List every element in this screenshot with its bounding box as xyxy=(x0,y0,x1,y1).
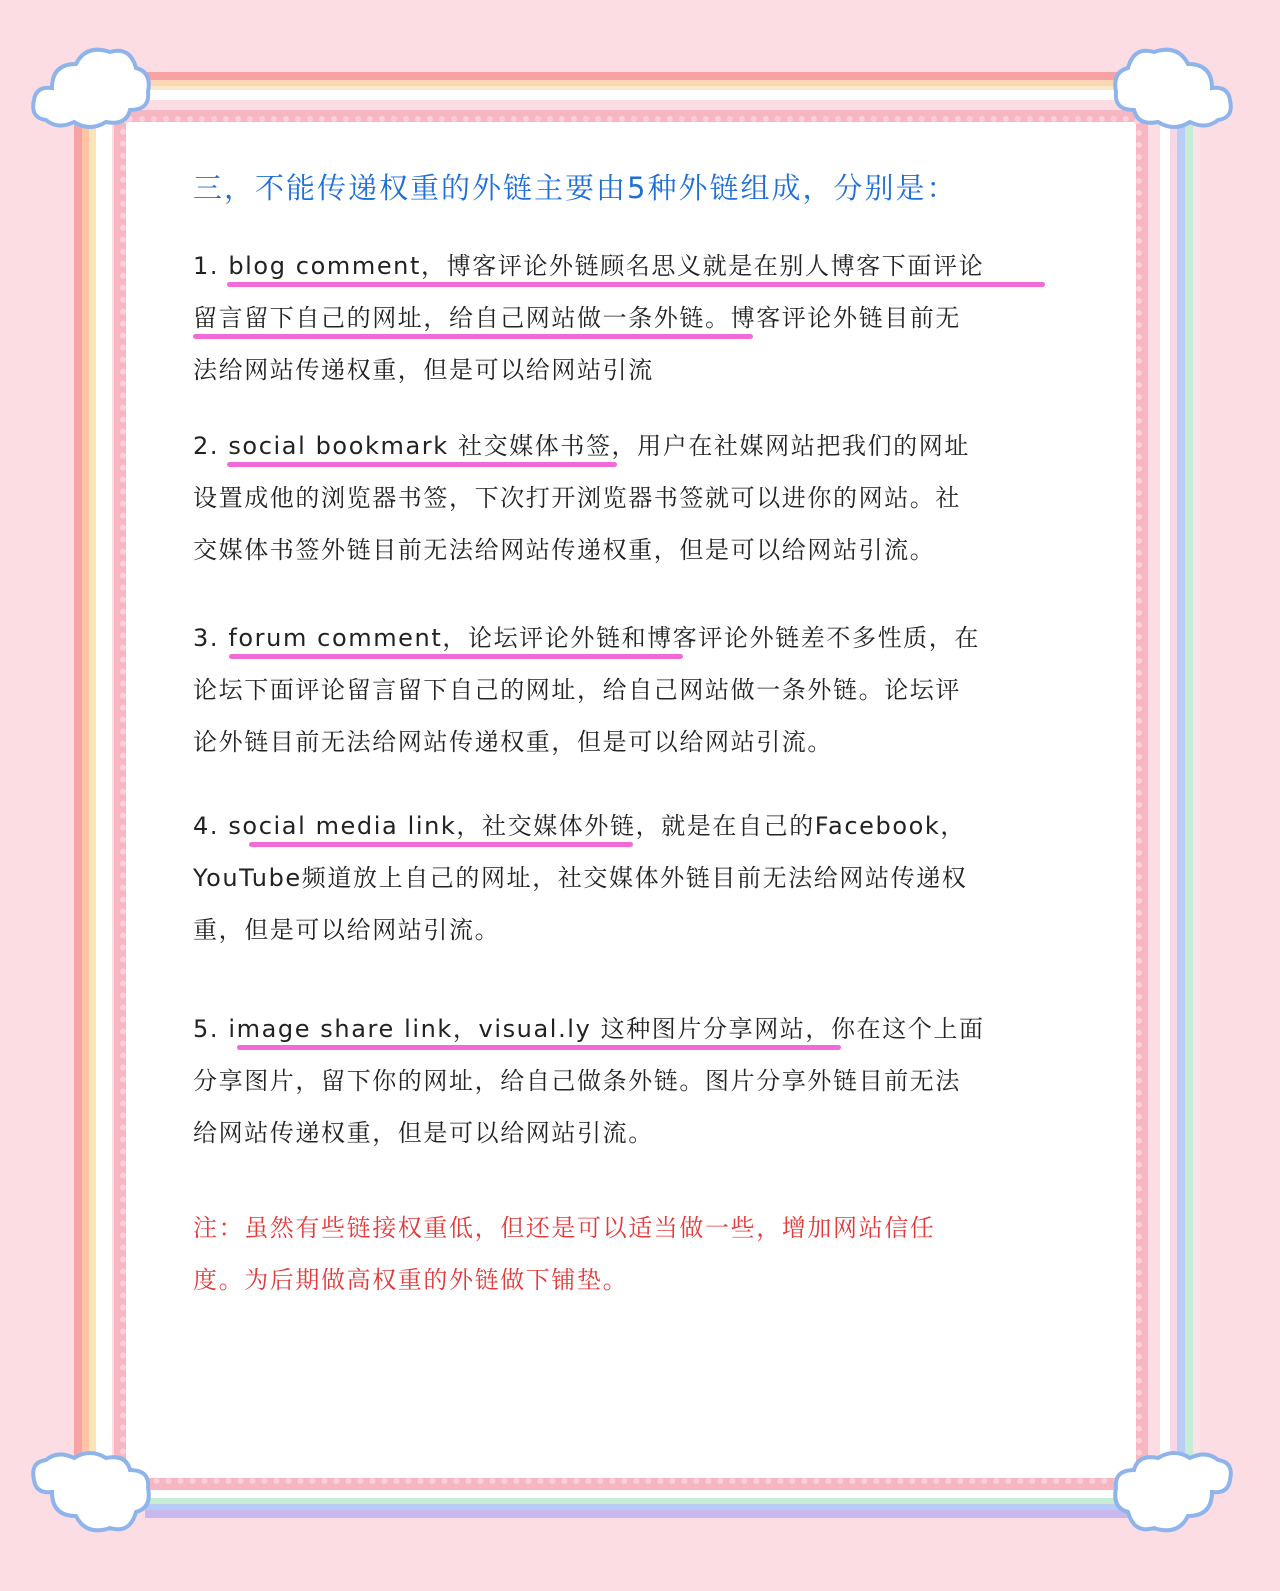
item-line: 1. blog comment，博客评论外链顾名思义就是在别人博客下面评论 xyxy=(193,252,985,280)
item-line: 法给网站传递权重，但是可以给网站引流 xyxy=(193,356,654,384)
item-line: 4. social media link，社交媒体外链，就是在自己的Facebook， xyxy=(193,812,966,840)
rainbow-stripe-left xyxy=(74,120,112,1500)
note-line: 注：虽然有些链接权重低，但还是可以适当做一些，增加网站信任 xyxy=(193,1214,936,1242)
note-line: 度。为后期做高权重的外链做下铺垫。 xyxy=(193,1266,629,1294)
cloud-icon-bottom-left xyxy=(26,1440,156,1540)
item-line: 分享图片，留下你的网址，给自己做条外链。图片分享外链目前无法 xyxy=(193,1067,961,1095)
highlight-underline xyxy=(249,842,633,847)
item-line: 给网站传递权重，但是可以给网站引流。 xyxy=(193,1119,654,1147)
item-line: 交媒体书签外链目前无法给网站传递权重，但是可以给网站引流。 xyxy=(193,536,936,564)
list-item xyxy=(193,612,1073,768)
highlight-underline xyxy=(237,1045,841,1050)
item-line: 3. forum comment，论坛评论外链和博客评论外链差不多性质，在 xyxy=(193,624,980,652)
list-item xyxy=(193,240,1073,396)
highlight-underline xyxy=(193,334,753,339)
list-item xyxy=(193,420,1073,576)
highlight-underline xyxy=(227,462,617,467)
item-line: 论外链目前无法给网站传递权重，但是可以给网站引流。 xyxy=(193,728,833,756)
note-text xyxy=(193,1202,1073,1306)
item-line: 留言留下自己的网址，给自己网站做一条外链。博客评论外链目前无 xyxy=(193,304,961,332)
item-line: 重，但是可以给网站引流。 xyxy=(193,916,501,944)
cloud-icon-bottom-right xyxy=(1108,1440,1238,1540)
section-heading: 三，不能传递权重的外链主要由5种外链组成，分别是： xyxy=(193,171,958,205)
rainbow-stripe-bottom xyxy=(145,1490,1135,1518)
item-line: YouTube频道放上自己的网址，社交媒体外链目前无法给网站传递权 xyxy=(193,864,968,892)
cloud-icon-top-left xyxy=(26,40,156,140)
item-line: 论坛下面评论留言留下自己的网址，给自己网站做一条外链。论坛评 xyxy=(193,676,961,704)
list-item xyxy=(193,1003,1073,1159)
item-line: 5. image share link，visual.ly 这种图片分享网站，你在这个上面 xyxy=(193,1015,985,1043)
rainbow-stripe-top xyxy=(145,72,1135,100)
cloud-icon-top-right xyxy=(1108,40,1238,140)
highlight-underline xyxy=(229,654,683,659)
list-item xyxy=(193,800,1073,956)
highlight-underline xyxy=(227,282,1045,287)
rainbow-stripe-right xyxy=(1160,120,1200,1500)
article-content xyxy=(193,160,1073,1294)
item-line: 2. social bookmark 社交媒体书签，用户在社媒网站把我们的网址 xyxy=(193,432,970,460)
item-line: 设置成他的浏览器书签，下次打开浏览器书签就可以进你的网站。社 xyxy=(193,484,961,512)
